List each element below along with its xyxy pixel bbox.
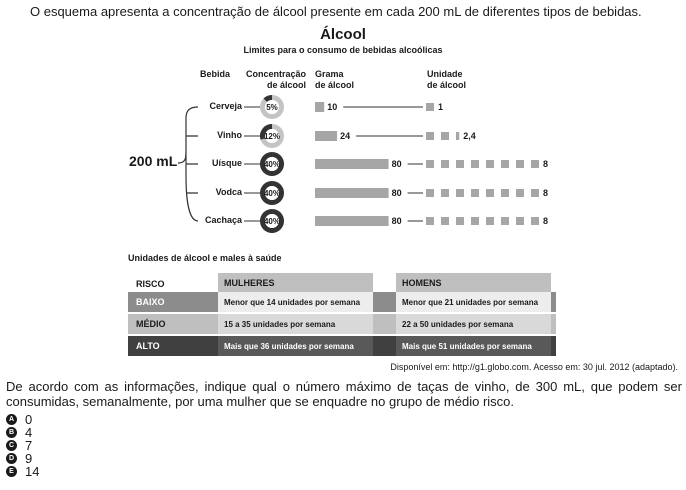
unit-square xyxy=(441,160,449,168)
unit-square xyxy=(531,189,539,197)
unit-square xyxy=(426,103,434,111)
unit-square xyxy=(486,217,494,225)
option-text: 0 xyxy=(25,412,33,427)
men-baixo: Menor que 21 unidades por semana xyxy=(396,292,551,312)
option-text: 9 xyxy=(25,451,33,466)
unit-square xyxy=(516,217,524,225)
col-header-bebida: Bebida xyxy=(200,69,231,79)
option-letter-badge: A xyxy=(6,414,17,425)
option-text: 7 xyxy=(25,438,33,453)
infographic-subtitle: Limites para o consumo de bebidas alcoólicas xyxy=(243,45,443,55)
drink-name: Cachaça xyxy=(204,215,242,225)
grams-bar xyxy=(315,102,324,112)
drink-name: Vodca xyxy=(215,187,242,197)
source-credit: Disponível em: http://g1.globo.com. Acesso em: 30 jul. 2012 (adaptado). xyxy=(390,362,678,372)
col-header-grama: Grama de álcool xyxy=(315,69,355,90)
grams-bar xyxy=(315,131,337,141)
units-label: 8 xyxy=(543,216,549,226)
concentration-label: 40% xyxy=(263,189,281,198)
unit-square xyxy=(516,160,524,168)
unit-square xyxy=(426,160,434,168)
units-label: 1 xyxy=(438,102,444,112)
units-label: 2,4 xyxy=(463,131,476,141)
grams-label: 80 xyxy=(391,216,402,226)
option-letter-badge: B xyxy=(6,427,17,438)
unit-square xyxy=(486,189,494,197)
unit-square xyxy=(486,160,494,168)
concentration-label: 40% xyxy=(263,160,281,169)
unit-square xyxy=(456,217,464,225)
question-text: De acordo com as informações, indique qual o número máximo de taças de vinho, de 300 mL, que podem ser consumidas, semanalmente, por uma mulher que se enquadre no grupo de médio risco. xyxy=(6,379,682,409)
drink-name: Cerveja xyxy=(209,101,242,111)
col-header-unidade: Unidade de álcool xyxy=(427,69,467,90)
health-table xyxy=(128,273,558,357)
units-label: 8 xyxy=(543,188,549,198)
unit-square xyxy=(441,189,449,197)
concentration-label: 40% xyxy=(263,217,281,226)
units-label: 8 xyxy=(543,159,549,169)
unit-square xyxy=(441,217,449,225)
volume-label: 200 mL xyxy=(129,153,178,169)
unit-square-partial xyxy=(456,132,459,140)
infographic-title: Álcool xyxy=(320,26,366,43)
option-letter-badge: E xyxy=(6,466,17,477)
unit-square xyxy=(531,217,539,225)
women-medio: 15 a 35 unidades por semana xyxy=(218,314,373,334)
option-text: 14 xyxy=(25,464,40,479)
header-women: MULHERES xyxy=(218,273,373,292)
women-alto: Mais que 36 unidades por semana xyxy=(218,336,373,356)
grams-label: 10 xyxy=(327,102,338,112)
unit-square xyxy=(426,217,434,225)
unit-square xyxy=(501,160,509,168)
option-text: 4 xyxy=(25,425,33,440)
drink-name: Uísque xyxy=(211,158,242,168)
health-table-title: Unidades de álcool e males à saúde xyxy=(128,253,282,263)
concentration-arc xyxy=(265,98,272,101)
unit-square xyxy=(531,160,539,168)
header-risk: RISCO xyxy=(136,278,165,289)
grams-label: 80 xyxy=(391,188,402,198)
unit-square xyxy=(456,189,464,197)
unit-square xyxy=(501,189,509,197)
drink-name: Vinho xyxy=(217,130,242,140)
unit-square xyxy=(471,189,479,197)
unit-square xyxy=(456,160,464,168)
intro-text: O esquema apresenta a concentração de álcool presente em cada 200 mL de diferentes tipos de bebidas. xyxy=(30,4,642,19)
grams-bar xyxy=(315,159,389,169)
unit-square xyxy=(426,132,434,140)
grams-bar xyxy=(315,188,389,198)
col-header-concentracao: Concentração de álcool xyxy=(245,69,306,90)
option-letter-badge: C xyxy=(6,440,17,451)
unit-square xyxy=(471,160,479,168)
unit-square xyxy=(471,217,479,225)
risk-alto: ALTO xyxy=(136,341,160,351)
grams-label: 24 xyxy=(340,131,351,141)
unit-square xyxy=(426,189,434,197)
header-men: HOMENS xyxy=(396,273,551,292)
grams-label: 80 xyxy=(391,159,402,169)
unit-square xyxy=(501,217,509,225)
unit-square xyxy=(441,132,449,140)
risk-baixo: BAIXO xyxy=(136,297,165,307)
grams-bar xyxy=(315,216,389,226)
concentration-label: 12% xyxy=(263,132,281,141)
answer-option[interactable] xyxy=(6,465,39,478)
men-medio: 22 a 50 unidades por semana xyxy=(396,314,551,334)
option-letter-badge: D xyxy=(6,453,17,464)
men-alto: Mais que 51 unidades por semana xyxy=(396,336,551,356)
risk-medio: MÉDIO xyxy=(136,319,166,329)
unit-square xyxy=(516,189,524,197)
women-baixo: Menor que 14 unidades por semana xyxy=(218,292,373,312)
concentration-label: 5% xyxy=(266,103,278,112)
